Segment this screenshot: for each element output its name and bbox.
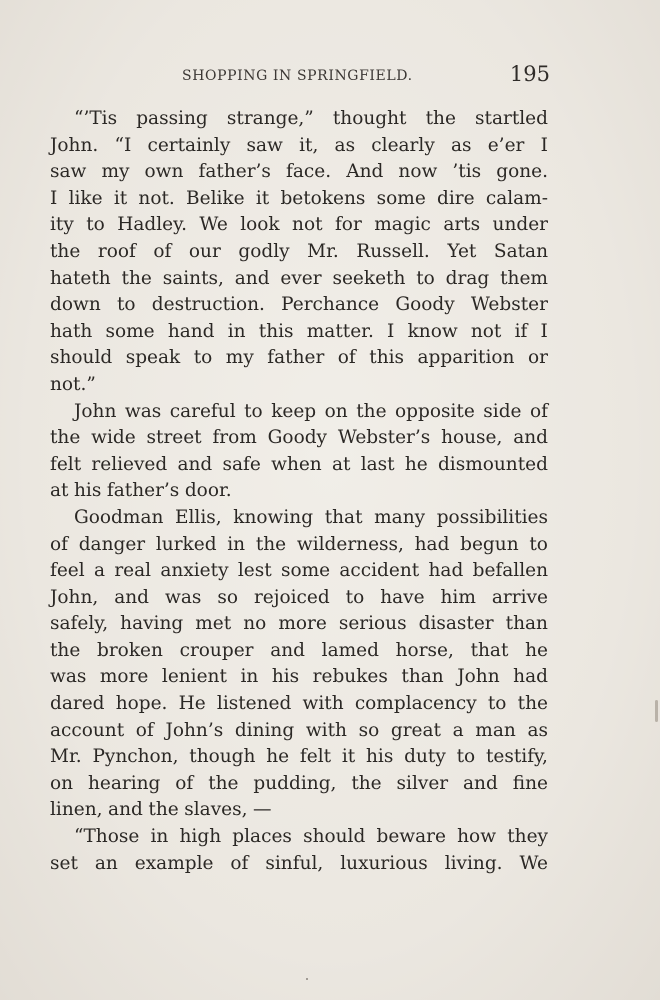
word: startled: [475, 108, 548, 129]
word: real: [114, 560, 152, 582]
word: broken: [97, 639, 163, 661]
word: Belike: [186, 187, 245, 209]
word: of: [230, 852, 249, 874]
word: magic: [374, 214, 431, 236]
word: of: [153, 240, 172, 262]
word: Russell.: [356, 240, 430, 262]
text-line: [50, 239, 548, 266]
word: when: [271, 453, 322, 475]
word: him: [440, 586, 476, 608]
word: as: [527, 719, 548, 741]
word: some: [105, 320, 155, 342]
text-line: [50, 399, 548, 426]
word: disaster: [418, 613, 494, 635]
word: own: [144, 161, 184, 183]
word: passing: [136, 108, 208, 129]
word: felt: [299, 746, 332, 768]
word: some: [376, 187, 426, 209]
word: how: [457, 826, 497, 848]
text-line: [50, 851, 548, 878]
word: ’tis: [452, 161, 482, 183]
word: his: [74, 480, 102, 502]
word: living.: [444, 852, 503, 874]
word: house,: [441, 427, 503, 449]
word: serious: [338, 613, 407, 635]
word: he: [404, 453, 428, 475]
word: hope.: [115, 693, 168, 715]
word: hateth: [50, 267, 111, 289]
word: his: [271, 666, 300, 688]
word: he: [525, 639, 548, 661]
word: speak: [125, 347, 181, 369]
word: complacency: [354, 693, 477, 715]
word: the: [255, 533, 287, 555]
word: I: [387, 320, 395, 342]
word: Pynchon,: [92, 746, 179, 768]
word: opposite: [395, 400, 475, 422]
word: of: [135, 719, 154, 741]
text-line: [50, 186, 548, 213]
word: hath: [50, 320, 93, 342]
word: places: [232, 826, 292, 848]
word: dismounted: [437, 453, 548, 475]
word: it: [255, 187, 270, 209]
word: at: [331, 453, 351, 475]
word: and: [513, 427, 548, 449]
word: destruction.: [151, 294, 265, 316]
text-line: [50, 744, 548, 771]
word: great: [390, 719, 441, 741]
word: example: [134, 852, 214, 874]
word: in: [150, 826, 169, 848]
word: the: [208, 772, 239, 794]
word: many: [374, 506, 426, 528]
word: as: [334, 134, 356, 156]
word: with: [302, 693, 344, 715]
word: “’Tis: [74, 108, 118, 129]
word: like: [68, 187, 103, 209]
word: —: [253, 799, 272, 821]
text-line: [50, 266, 548, 293]
word: on: [50, 772, 74, 794]
word: Ellis,: [175, 506, 222, 528]
word: dining: [234, 719, 295, 741]
word: matter.: [306, 320, 374, 342]
word: last: [360, 453, 395, 475]
word: to: [529, 533, 548, 555]
word: crouper: [179, 639, 254, 661]
word: in: [227, 320, 246, 342]
word: not: [470, 320, 502, 342]
word: with: [305, 719, 347, 741]
word: danger: [78, 533, 146, 555]
word: duty: [404, 746, 446, 768]
word: betokens: [280, 187, 366, 209]
word: street: [146, 427, 202, 449]
word: so: [358, 719, 380, 741]
word: man: [475, 719, 516, 741]
word: anxiety: [160, 560, 229, 582]
word: the: [517, 693, 548, 715]
text-line: [50, 691, 548, 718]
word: my: [101, 161, 130, 183]
word: it,: [299, 134, 319, 156]
word: strange,”: [226, 108, 314, 129]
word: I: [540, 320, 548, 342]
word: ever: [280, 267, 322, 289]
text-line: [50, 718, 548, 745]
word: Goodman: [74, 506, 164, 528]
word: to: [86, 214, 105, 236]
page-number: 195: [509, 62, 550, 86]
word: wide: [91, 427, 136, 449]
word: father’s: [198, 161, 271, 183]
word: hearing: [87, 772, 161, 794]
word: of: [530, 400, 548, 422]
word: door.: [184, 480, 232, 502]
word: or: [527, 347, 548, 369]
word: have: [380, 586, 425, 608]
word: John,: [50, 586, 99, 608]
text-line: [50, 611, 548, 638]
word: rebukes: [312, 666, 388, 688]
word: calam-: [485, 187, 548, 209]
word: relieved: [91, 453, 168, 475]
word: roof: [97, 240, 136, 262]
word: that: [470, 639, 509, 661]
word: saw: [50, 161, 87, 183]
word: lamed: [321, 639, 379, 661]
word: not.: [138, 187, 175, 209]
text-line: [50, 319, 548, 346]
word: dire: [437, 187, 475, 209]
word: testify,: [485, 746, 548, 768]
word: had: [513, 666, 548, 688]
word: at: [50, 480, 69, 502]
word: down: [50, 294, 101, 316]
word: certainly: [147, 134, 231, 156]
word: lurked: [155, 533, 217, 555]
text-line: [50, 425, 548, 452]
word: it: [113, 187, 128, 209]
word: account: [50, 719, 125, 741]
word: wilderness,: [296, 533, 404, 555]
page-edge-mark: [655, 700, 658, 722]
word: He: [178, 693, 206, 715]
running-head: SHOPPING IN SPRINGFIELD.: [182, 68, 413, 84]
word: to: [244, 400, 263, 422]
word: was: [124, 400, 162, 422]
text-line: [50, 797, 548, 824]
word: of: [50, 533, 68, 555]
word: face.: [286, 161, 332, 183]
word: ity: [50, 214, 74, 236]
word: set: [50, 852, 78, 874]
word: them: [500, 267, 548, 289]
word: keep: [271, 400, 317, 422]
word: the: [50, 427, 81, 449]
text-line: [50, 133, 548, 160]
word: godly: [238, 240, 290, 262]
page-header: [50, 62, 550, 92]
word: fine: [512, 772, 548, 794]
word: some: [280, 560, 331, 582]
word: an: [94, 852, 118, 874]
word: met: [195, 613, 232, 635]
word: and: [270, 639, 305, 661]
word: John.: [50, 134, 99, 156]
word: for: [334, 214, 362, 236]
word: slaves,: [184, 799, 248, 821]
word: dared: [50, 693, 105, 715]
word: befallen: [472, 560, 548, 582]
word: apparition: [417, 347, 515, 369]
word: We: [199, 214, 228, 236]
word: they: [507, 826, 548, 848]
text-line: [50, 292, 548, 319]
word: linen,: [50, 799, 103, 821]
word: know: [407, 320, 458, 342]
word: had: [414, 533, 450, 555]
word: on: [324, 400, 348, 422]
word: as: [450, 134, 472, 156]
word: father: [267, 347, 325, 369]
word: high: [179, 826, 222, 848]
word: the: [148, 799, 179, 821]
word: it: [341, 746, 356, 768]
word: the: [425, 108, 456, 129]
word: beware: [376, 826, 446, 848]
word: luxurious: [340, 852, 428, 874]
word: to: [456, 746, 476, 768]
word: arts: [443, 214, 481, 236]
word: though: [189, 746, 256, 768]
word: possibilities: [436, 506, 548, 528]
word: was: [50, 666, 87, 688]
word: And: [346, 161, 384, 183]
word: to: [116, 294, 136, 316]
word: in: [227, 533, 246, 555]
word: I: [50, 187, 58, 209]
text-line: [50, 478, 548, 505]
text-line: [50, 771, 548, 798]
word: under: [492, 214, 548, 236]
word: in: [240, 666, 259, 688]
word: John’s: [165, 719, 224, 741]
word: more: [278, 613, 327, 635]
word: now: [398, 161, 438, 183]
word: a: [93, 560, 106, 582]
word: a: [452, 719, 464, 741]
word: from: [212, 427, 257, 449]
word: the: [50, 240, 81, 262]
word: Goody: [267, 427, 328, 449]
text-line: [50, 106, 548, 133]
word: Mr.: [307, 240, 339, 262]
word: so: [217, 586, 238, 608]
text-line: [50, 212, 548, 239]
word: sinful,: [265, 852, 324, 874]
word: than: [401, 666, 444, 688]
word: safely,: [50, 613, 109, 635]
text-line: [50, 664, 548, 691]
word: the: [356, 400, 387, 422]
word: silver: [396, 772, 449, 794]
word: Hadley.: [117, 214, 187, 236]
word: and: [463, 772, 498, 794]
word: seeketh: [332, 267, 406, 289]
word: lenient: [161, 666, 227, 688]
word: to: [193, 347, 213, 369]
word: “I: [114, 134, 132, 156]
word: my: [225, 347, 254, 369]
word: Webster’s: [337, 427, 431, 449]
word: and: [114, 586, 150, 608]
word: clearly: [371, 134, 435, 156]
word: should: [303, 826, 366, 848]
text-line: [50, 532, 548, 559]
word: to: [416, 267, 435, 289]
word: he: [266, 746, 290, 768]
word: felt: [50, 453, 82, 475]
word: gone.: [496, 161, 548, 183]
word: of: [175, 772, 194, 794]
word: Perchance: [281, 294, 380, 316]
text-line: [50, 505, 548, 532]
word: and: [108, 799, 143, 821]
word: had: [428, 560, 464, 582]
text-line: [50, 638, 548, 665]
word: father’s: [106, 480, 180, 502]
word: John: [74, 400, 117, 422]
word: and: [234, 267, 270, 289]
word: e’er: [487, 134, 525, 156]
word: than: [505, 613, 548, 635]
word: thought: [332, 108, 407, 129]
word: and: [177, 453, 213, 475]
word: not.”: [50, 373, 96, 395]
word: this: [369, 347, 405, 369]
word: if: [514, 320, 528, 342]
paper-speck: [306, 978, 308, 980]
word: accident: [339, 560, 420, 582]
text-line: [50, 824, 548, 851]
word: hand: [167, 320, 215, 342]
word: safe: [222, 453, 261, 475]
word: listened: [216, 693, 292, 715]
word: more: [99, 666, 149, 688]
word: no: [243, 613, 267, 635]
word: Goody: [395, 294, 455, 316]
word: side: [483, 400, 522, 422]
word: arrive: [491, 586, 548, 608]
word: the: [50, 639, 81, 661]
word: should: [50, 347, 113, 369]
word: the: [121, 267, 152, 289]
word: knowing: [233, 506, 314, 528]
word: lest: [237, 560, 272, 582]
word: pudding,: [253, 772, 337, 794]
word: Yet: [447, 240, 477, 262]
word: his: [366, 746, 394, 768]
word: Webster: [470, 294, 548, 316]
word: Satan: [493, 240, 548, 262]
word: that: [324, 506, 363, 528]
word: We: [519, 852, 548, 874]
text-line: [50, 452, 548, 479]
word: to: [345, 586, 365, 608]
text-line: [50, 345, 548, 372]
text-line: [50, 372, 548, 399]
word: this: [258, 320, 294, 342]
word: of: [337, 347, 356, 369]
word: drag: [445, 267, 490, 289]
text-line: [50, 585, 548, 612]
word: the: [351, 772, 382, 794]
word: careful: [169, 400, 236, 422]
word: I: [540, 134, 548, 156]
word: John: [457, 666, 500, 688]
word: not: [292, 214, 323, 236]
word: “Those: [74, 826, 140, 848]
text-line: [50, 558, 548, 585]
word: look: [240, 214, 280, 236]
text-line: [50, 159, 548, 186]
word: horse,: [395, 639, 454, 661]
body-text: [50, 106, 548, 877]
word: feel: [50, 560, 85, 582]
word: rejoiced: [253, 586, 330, 608]
word: was: [165, 586, 202, 608]
word: our: [188, 240, 221, 262]
word: begun: [460, 533, 519, 555]
word: Mr.: [50, 746, 82, 768]
word: saints,: [162, 267, 224, 289]
word: to: [487, 693, 507, 715]
word: having: [120, 613, 184, 635]
word: saw: [246, 134, 283, 156]
